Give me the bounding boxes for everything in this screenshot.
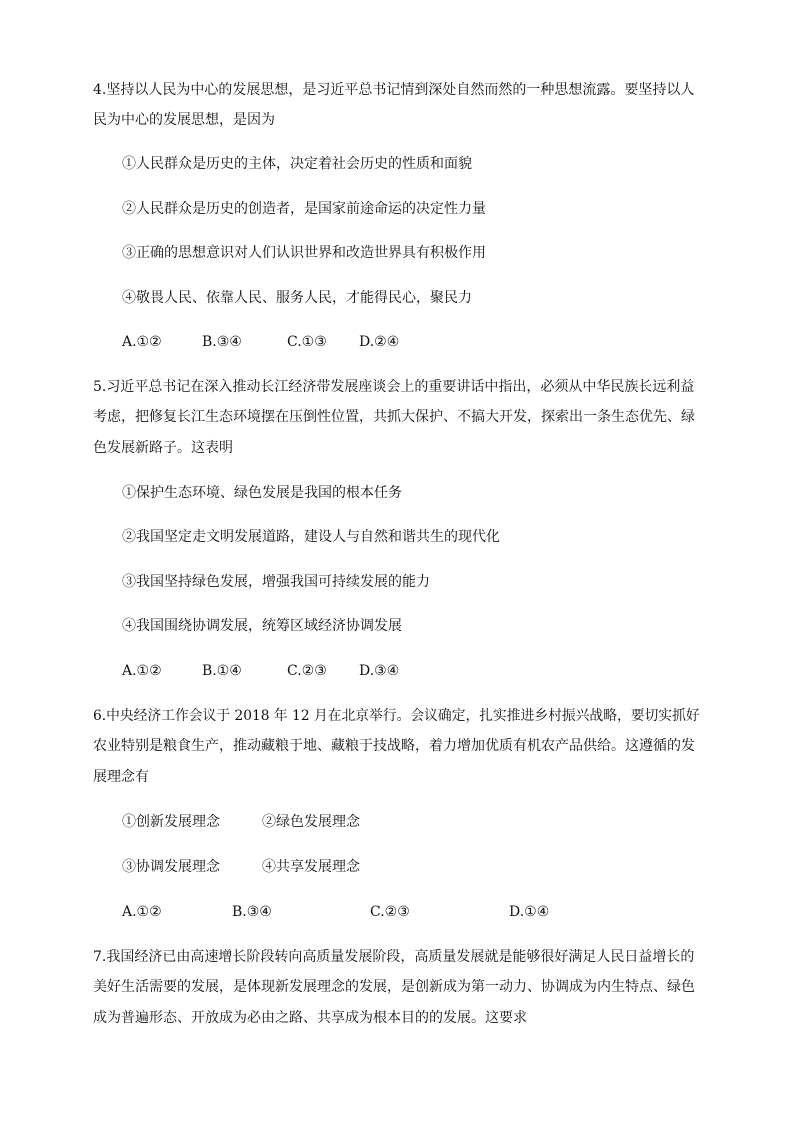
q5-option-c: C.②③	[287, 663, 327, 679]
q4-option-d: D.②④	[359, 334, 400, 350]
q5-stem-line-3: 色发展新路子。这表明	[93, 440, 233, 456]
q5-item-2: ②我国坚定走文明发展道路，建设人与自然和谐共生的现代化	[122, 529, 500, 545]
q5-option-b: B.①④	[202, 663, 242, 679]
q6-item-2: ②绿色发展理念	[262, 814, 360, 830]
q6-option-c: C.②③	[370, 904, 410, 920]
q6-item-1: ①创新发展理念	[122, 814, 220, 830]
q4-option-a: A.①②	[122, 334, 162, 350]
q5-option-d: D.③④	[359, 663, 400, 679]
q7-stem-line-3: 成为普遍形态、开放成为必由之路、共享成为根本目的的发展。这要求	[93, 1010, 527, 1026]
q4-item-2: ②人民群众是历史的创造者，是国家前途命运的决定性力量	[122, 201, 486, 217]
q7-stem-line-2: 美好生活需要的发展，是体现新发展理念的发展，是创新成为第一动力、协调成为内生特点、绿色	[93, 979, 695, 995]
q4-option-b: B.③④	[202, 334, 242, 350]
q6-option-a: A.①②	[122, 904, 162, 920]
q4-item-4: ④敬畏人民、依靠人民、服务人民，才能得民心，聚民力	[122, 290, 472, 306]
q6-item-4: ④共享发展理念	[262, 859, 360, 875]
q4-stem-line-2: 民为中心的发展思想，是因为	[93, 112, 275, 128]
q6-stem-line-3: 展理念有	[93, 769, 149, 785]
q6-option-d: D.①④	[509, 904, 550, 920]
q5-stem-line-2: 考虑，把修复长江生态环境摆在压倒性位置，共抓大保护、不搞大开发，探索出一条生态优先、绿	[93, 409, 695, 425]
q4-option-c: C.①③	[287, 334, 327, 350]
q5-item-3: ③我国坚持绿色发展，增强我国可持续发展的能力	[122, 574, 430, 590]
q4-stem-line-1: 4.坚持以人民为中心的发展思想，是习近平总书记情到深处自然而然的一种思想流露。要坚持以人	[93, 82, 695, 98]
q4-item-3: ③正确的思想意识对人们认识世界和改造世界具有积极作用	[122, 245, 486, 261]
q5-option-a: A.①②	[122, 663, 162, 679]
q6-stem-line-2: 农业特别是粮食生产，推动藏粮于地、藏粮于技战略，着力增加优质有机农产品供给。这遵循的发	[93, 738, 695, 754]
q5-item-4: ④我国围绕协调发展，统筹区域经济协调发展	[122, 618, 402, 634]
q6-option-b: B.③④	[232, 904, 272, 920]
q6-item-3: ③协调发展理念	[122, 859, 220, 875]
q5-stem-line-1: 5.习近平总书记在深入推动长江经济带发展座谈会上的重要讲话中指出，必须从中华民族长远利益	[93, 379, 695, 395]
q5-item-1: ①保护生态环境、绿色发展是我国的根本任务	[122, 485, 402, 501]
q4-item-1: ①人民群众是历史的主体，决定着社会历史的性质和面貌	[122, 156, 472, 172]
q6-stem-line-1: 6.中央经济工作会议于 2018 年 12 月在北京举行。会议确定，扎实推进乡村振兴战略，要切实抓好	[93, 708, 700, 724]
q7-stem-line-1: 7.我国经济已由高速增长阶段转向高质量发展阶段，高质量发展就是能够很好满足人民日益增长的	[93, 949, 695, 965]
